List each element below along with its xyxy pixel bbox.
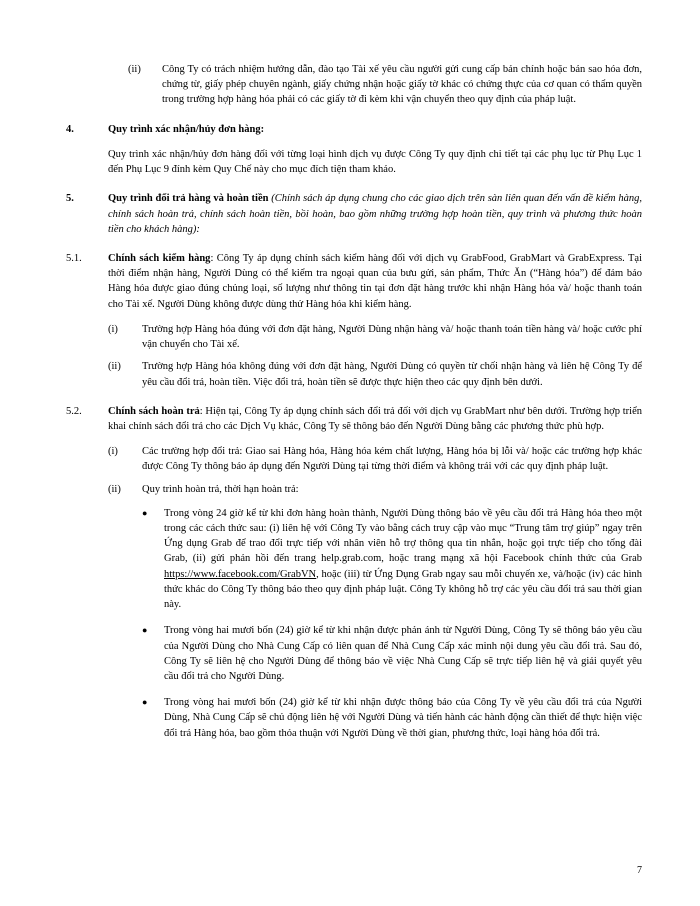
section-5-2-text: [108, 404, 642, 434]
section-5-title: [108, 191, 642, 237]
section-4-title: Quy trình xác nhận/hủy đơn hàng:: [108, 123, 265, 135]
bullet-icon: ●: [142, 507, 148, 518]
list-item-text: Trong vòng hai mươi bốn (24) giờ kể từ khi nhận được thông báo của Công Ty về yêu cầu đổi trả của Người Dùng, Nhà Cung Cấp sẽ chủ động liên hệ với Người Dùng và tiến hành các hành động cần thiết để thực hiện việc đổi trả Hàng hóa, bao gồm thỏa thuận với Người Dùng về thời gian, phương thức, loại hàng hóa đổi trả.: [164, 697, 642, 739]
list-item: [108, 359, 642, 389]
bullet-icon: ●: [142, 625, 148, 636]
list-item-text: Quy trình hoàn trả, thời hạn hoàn trả:: [142, 483, 299, 495]
list-item-marker: (i): [108, 323, 118, 335]
list-item-marker: (ii): [128, 64, 141, 75]
bullet-1-text-after: , hoặc (iii) từ Ứng Dụng Grab ngay sau mỗi chuyến xe, và/hoặc (iv) các hình thức khác do Công Ty thông báo theo quy định pháp luật. Công Ty không hỗ trợ các yêu cầu đổi trả sau thời gian này.: [164, 568, 642, 611]
list-item: [142, 695, 642, 741]
section-5-heading: [66, 191, 642, 237]
section-5-1-title: Chính sách kiểm hàng: [108, 252, 211, 264]
section-5-1-text: [108, 251, 642, 312]
section-5-1-list: [108, 322, 642, 390]
section-5-2: [66, 404, 642, 434]
section-5-2-title: Chính sách hoàn trả: [108, 405, 200, 417]
section-5-2-bullets: [142, 506, 642, 741]
section-5-title-bold: Quy trình đổi trả hàng và hoàn tiền: [108, 193, 272, 205]
section-5-2-number: 5.2.: [66, 405, 82, 417]
section-5-2-list: [108, 444, 642, 741]
section-5-1-number: 5.1.: [66, 252, 82, 264]
list-item: [142, 506, 642, 613]
list-item-text: [164, 506, 642, 613]
list-item-text: Trường hợp Hàng hóa không đúng với đơn đặt hàng, Người Dùng có quyền từ chối nhận hàng và liên hệ Công Ty để yêu cầu đổi trả, hoàn tiền. Việc đổi trả, hoàn tiền sẽ được thực hiện theo các quy định bên dưới.: [142, 361, 642, 388]
page-number: 7: [637, 865, 642, 876]
section-4-paragraph: Quy trình xác nhận/hủy đơn hàng đối với từng loại hình dịch vụ được Công Ty quy định chi tiết tại các phụ lục từ Phụ Lục 1 đến Phụ Lục 9 đính kèm Quy Chế này cho mục đích tiện tham khảo.: [108, 148, 642, 176]
section-5-2-body: : Hiện tại, Công Ty áp dụng chính sách đổi trả đối với dịch vụ GrabMart như bên dưới. Trường hợp triển khai chính sách đổi trả cho các Dịch Vụ khác, Công Ty sẽ thông báo đến Người Dùng bằng các phương thức phù hợp.: [108, 405, 642, 432]
section-4-heading: [66, 122, 642, 137]
list-item-text: Trong vòng hai mươi bốn (24) giờ kể từ khi nhận được phản ánh từ Người Dùng, Công Ty sẽ thông báo yêu cầu của Người Dùng cho Nhà Cung Cấp có liên quan để Nhà Cung Cấp xác minh nội dung yêu cầu đổi trả. Sau đó, Công Ty sẽ liên hệ cho Người Dùng để thông báo về việc Nhà Cung Cấp sẽ trực tiếp liên hệ và giải quyết yêu cầu đổi trả cho Người Dùng.: [164, 625, 642, 682]
section-5-title-italic: (Chính sách áp dụng chung cho các giao dịch trên sàn liên quan đến vấn đề kiểm hàng, chính sách hoàn trả, chính sách hoàn tiền, bồi hoàn, bao gồm những trường hợp hoàn tiền, quy trình và phương thức hoàn tiền cho khách hàng):: [108, 193, 642, 235]
list-item-text: Các trường hợp đổi trả: Giao sai Hàng hóa, Hàng hóa kém chất lượng, Hàng hóa bị lỗi và/ hoặc các trường hợp khác được Công Ty thông báo áp dụng đến Người Dùng tại từng thời điểm và không trái với các quy định pháp luật.: [142, 446, 642, 473]
bullet-1-text-before: Trong vòng 24 giờ kể từ khi đơn hàng hoàn thành, Người Dùng thông báo về yêu cầu đổi trả Hàng hóa theo một trong các cách thức sau: (i) liên hệ với Công Ty vào bằng cách truy cập vào mục “Trung tâm trợ giúp” ngay trên Ứng dụng Grab để trao đổi trực tiếp với nhân viên hỗ trợ thông qua tin nhắn, hoặc gọi trực tiếp cho tổng đài Grab, (ii) gửi phản hồi đến trang help.grab.com, hoặc trang mạng xã hội Facebook chính thức của Grab: [164, 507, 642, 565]
list-item-marker: (ii): [108, 361, 121, 373]
section-5-1: [66, 251, 642, 312]
list-item-marker: (ii): [108, 483, 121, 495]
list-item: [108, 444, 642, 474]
section-5-1-body: : Công Ty áp dụng chính sách kiểm hàng đối với dịch vụ GrabFood, GrabMart và GrabExpress. Tại thời điểm nhận hàng, Người Dùng có thể kiểm tra ngoại quan của bưu gửi, sản phẩm, Thức Ăn (“Hàng hóa”) để đảm bảo Hàng hóa được giao đúng chủng loại, số lượng như thông tin tại đơn đặt hàng trước khi nhận Hàng hóa và/ hoặc thanh toán cho Tài xế. Người Dùng không được dùng thử Hàng hóa khi kiểm hàng.: [108, 252, 642, 310]
list-item: [128, 62, 642, 108]
bullet-icon: ●: [142, 697, 148, 708]
facebook-grabvn-link[interactable]: https://www.facebook.com/GrabVN: [164, 568, 317, 580]
list-item: [142, 623, 642, 684]
section-5-number: 5.: [66, 193, 74, 205]
list-item: [108, 482, 642, 497]
list-item-text: Trường hợp Hàng hóa đúng với đơn đặt hàng, Người Dùng nhận hàng và/ hoặc thanh toán tiền hàng và/ hoặc cước phí vận chuyển cho Tài xế.: [142, 323, 642, 351]
list-item: [108, 322, 642, 352]
list-item-text: Công Ty có trách nhiệm hướng dẫn, đào tạo Tài xế yêu cầu người gửi cung cấp bản chính hoặc bản sao hóa đơn, chứng từ, giấy phép chuyên ngành, giấy chứng nhận hoặc giấy tờ khác có chứng thực của cơ quan có thẩm quyền trong trường hợp hàng hóa phải có các giấy tờ đi kèm khi vận chuyển theo quy định của pháp luật.: [162, 64, 642, 106]
section-4-number: 4.: [66, 123, 74, 135]
list-item-marker: (i): [108, 446, 118, 458]
